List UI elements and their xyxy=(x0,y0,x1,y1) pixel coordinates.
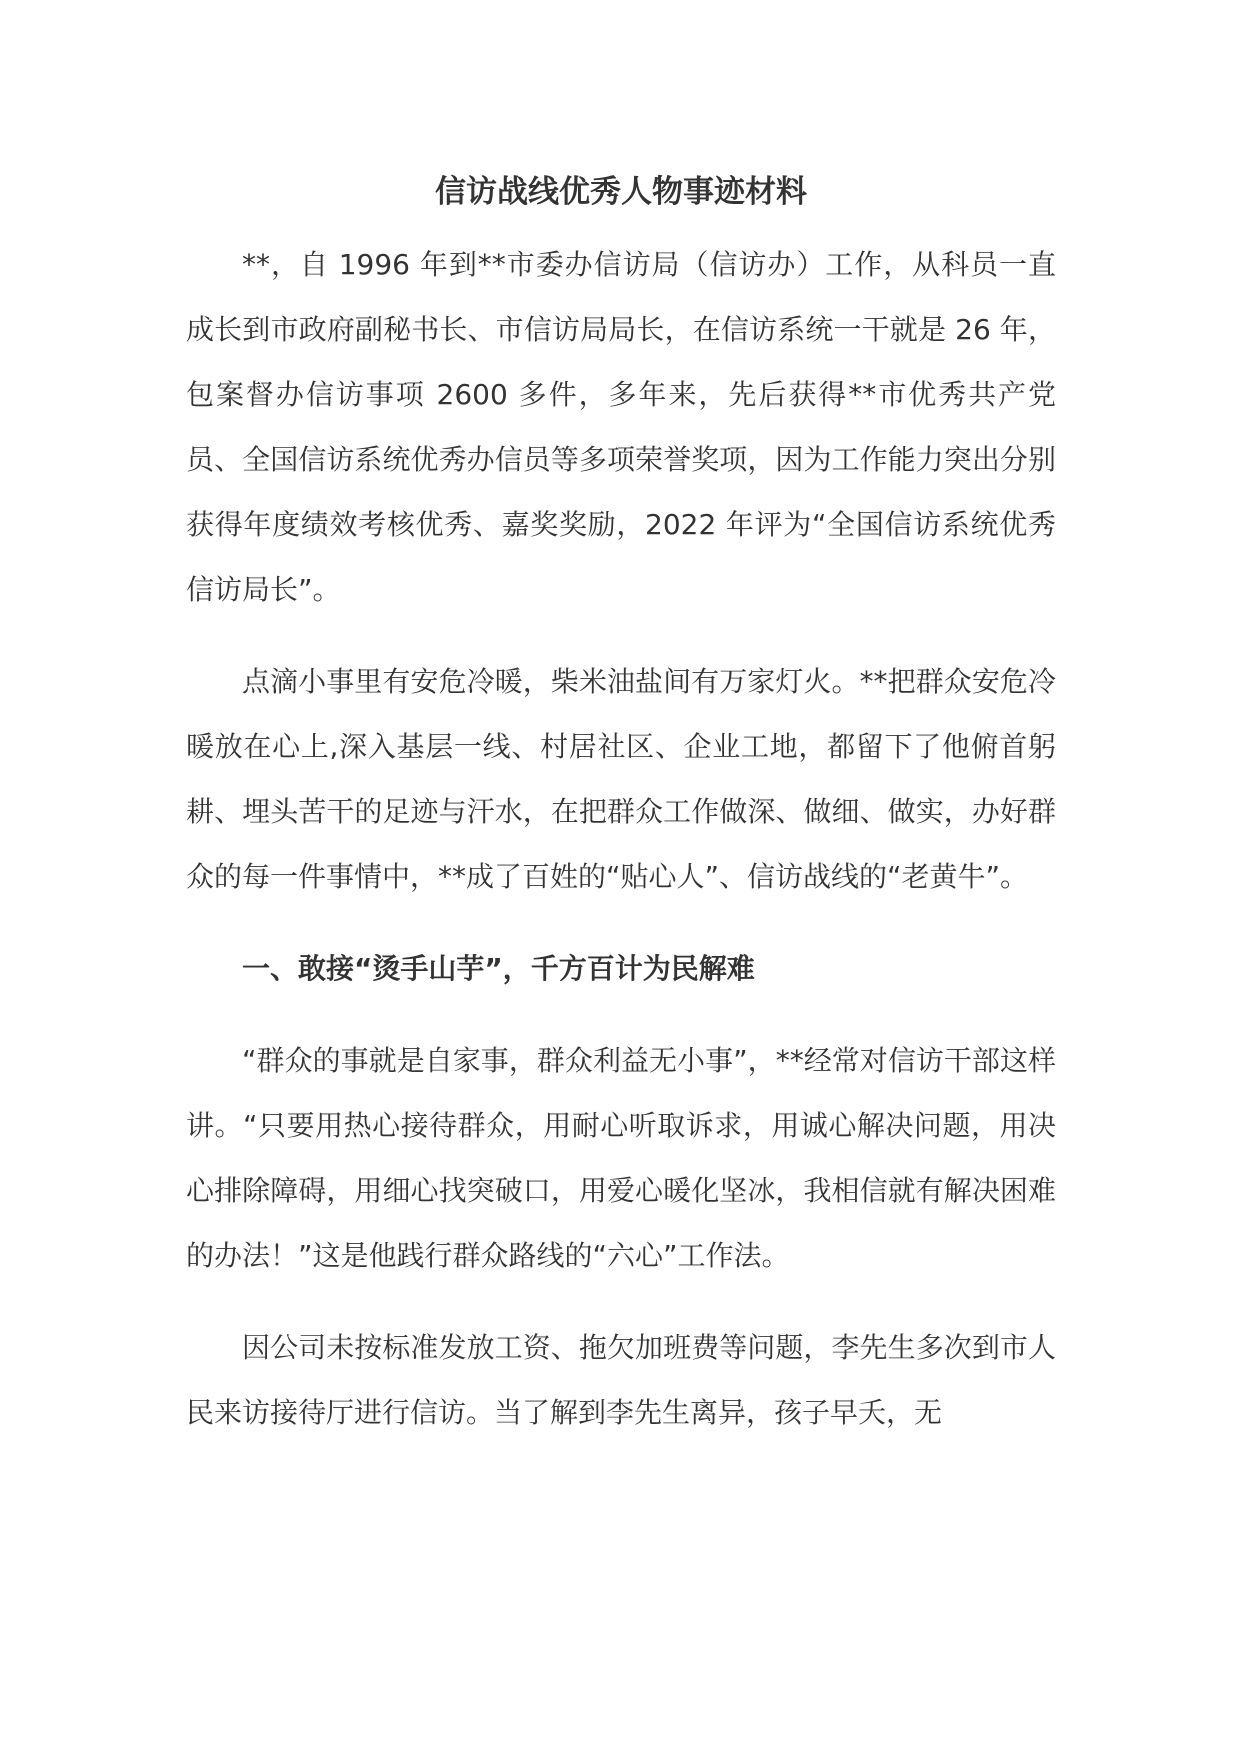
section-paragraph-1: “群众的事就是自家事，群众利益无小事”，**经常对信访干部这样讲。“只要用热心接待群众，用耐心听取诉求，用诚心解决问题，用决心排除障碍，用细心找突破口，用爱心暖化坚冰，我相信就有解决困难的办法！”这是他践行群众路线的“六心”工作法。 xyxy=(186,1044,1056,1272)
section-heading: 一、敢接“烫手山芋”，千方百计为民解难 xyxy=(242,952,755,985)
intro-paragraph: **，自 1996 年到**市委办信访局（信访办）工作，从科员一直成长到市政府副秘书长、市信访局局长，在信访系统一干就是 26 年，包案督办信访事项 2600 多件，多年来，先后获得**市优秀共产党员、全国信访系统优秀办信员等多项荣誉奖项，因为工作能力突出分别获得年度绩效考核优秀、嘉奖奖励，2022 年评为“全国信访系统优秀信访局长”。 xyxy=(186,248,1056,606)
document-body xyxy=(186,168,1056,1472)
section-paragraph-2: 因公司未按标准发放工资、拖欠加班费等问题，李先生多次到市人民来访接待厅进行信访。当了解到李先生离异，孩子早夭，无 xyxy=(186,1331,1056,1429)
document-title: 信访战线优秀人物事迹材料 xyxy=(435,174,807,210)
summary-paragraph: 点滴小事里有安危冷暖，柴米油盐间有万家灯火。**把群众安危冷暖放在心上,深入基层一线、村居社区、企业工地，都留下了他俯首躬耕、埋头苦干的足迹与汗水，在把群众工作做深、做细、做实，办好群众的每一件事情中，**成了百姓的“贴心人”、信访战线的“老黄牛”。 xyxy=(186,665,1056,893)
